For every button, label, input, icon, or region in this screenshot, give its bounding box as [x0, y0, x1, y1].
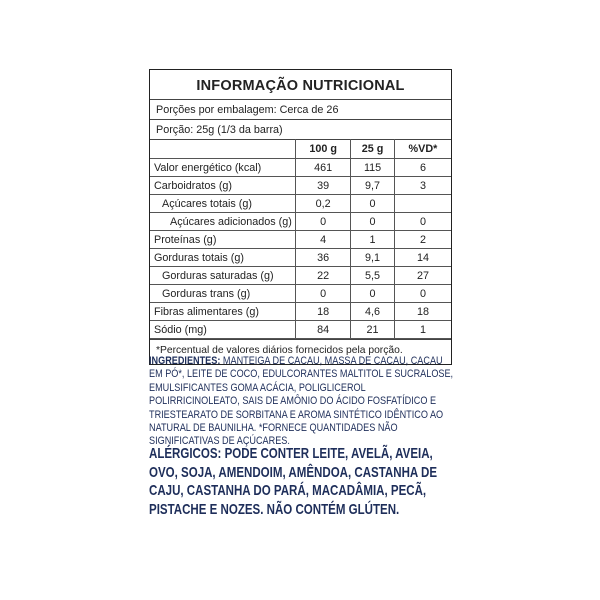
value-100g: 36 [296, 249, 351, 267]
value-dv [394, 195, 451, 213]
value-dv: 0 [394, 285, 451, 303]
value-25g: 21 [351, 321, 395, 339]
value-25g: 0 [351, 213, 395, 231]
table-row [150, 321, 451, 339]
value-100g: 0 [296, 285, 351, 303]
value-25g: 1 [351, 231, 395, 249]
value-25g: 9,7 [351, 177, 395, 195]
nutrient-name: Gorduras trans (g) [150, 285, 296, 303]
value-25g: 0 [351, 285, 395, 303]
ingredients-block [149, 355, 455, 449]
table-row [150, 213, 451, 231]
footnote: *Percentual de valores diários fornecidos pela porção. [150, 339, 451, 364]
nutrient-name: Gorduras saturadas (g) [150, 267, 296, 285]
nutrient-name: Valor energético (kcal) [150, 159, 296, 177]
nutrient-name: Açúcares totais (g) [150, 195, 296, 213]
nutrient-name: Gorduras totais (g) [150, 249, 296, 267]
value-100g: 0,2 [296, 195, 351, 213]
nutrient-name: Proteínas (g) [150, 231, 296, 249]
nutrient-name: Fibras alimentares (g) [150, 303, 296, 321]
value-25g: 0 [351, 195, 395, 213]
allergens-block: ALÉRGICOS: PODE CONTER LEITE, AVELÃ, AVEIA, OVO, SOJA, AMENDOIM, AMÊNDOA, CASTANHA DE CAJU, CASTANHA DO PARÁ, MACADÂMIA, PECÃ, PISTACHE E NOZES. NÃO CONTÉM GLÚTEN. [149, 446, 438, 518]
value-dv: 14 [394, 249, 451, 267]
value-dv: 6 [394, 159, 451, 177]
nutrition-table-body [150, 159, 451, 339]
column-header-dv: %VD* [394, 140, 451, 159]
label-title: INFORMAÇÃO NUTRICIONAL [150, 70, 451, 100]
table-row [150, 267, 451, 285]
nutrient-name: Carboidratos (g) [150, 177, 296, 195]
value-dv: 27 [394, 267, 451, 285]
table-row [150, 195, 451, 213]
value-100g: 39 [296, 177, 351, 195]
column-header-nutrient [150, 140, 296, 159]
table-row [150, 285, 451, 303]
nutrient-name: Açúcares adicionados (g) [150, 213, 296, 231]
table-row [150, 159, 451, 177]
value-100g: 0 [296, 213, 351, 231]
value-dv: 0 [394, 213, 451, 231]
value-dv: 18 [394, 303, 451, 321]
column-header-100g: 100 g [296, 140, 351, 159]
value-100g: 18 [296, 303, 351, 321]
serving-size: Porção: 25g (1/3 da barra) [156, 124, 283, 136]
table-row [150, 231, 451, 249]
value-100g: 4 [296, 231, 351, 249]
table-row [150, 177, 451, 195]
servings-per-package: Porções por embalagem: Cerca de 26 [150, 100, 451, 120]
table-header-row [150, 140, 451, 159]
value-dv: 2 [394, 231, 451, 249]
value-25g: 9,1 [351, 249, 395, 267]
value-25g: 4,6 [351, 303, 395, 321]
value-100g: 461 [296, 159, 351, 177]
table-row [150, 303, 451, 321]
value-25g: 5,5 [351, 267, 395, 285]
value-25g: 115 [351, 159, 395, 177]
ingredients-text: MANTEIGA DE CACAU, MASSA DE CACAU, CACAU EM PÓ*, LEITE DE COCO, EDULCORANTES MALTITOL E SUCRALOSE, EMULSIFICANTES GOMA ACÁCIA, POLIGLICEROL POLIRRICINOLEATO, SAIS DE AMÔNIO DO ÁCIDO FOSFATÍDICO E TRIESTEARATO DE SORBITANA E AROMA SINTÉTICO IDÊNTICO AO NATURAL DE BAUNILHA. *FORNECE QUANTIDADES NÃO SIGNIFICATIVAS DE AÇÚCARES. [149, 355, 454, 448]
nutrition-table [150, 139, 451, 339]
table-row [150, 249, 451, 267]
value-dv: 1 [394, 321, 451, 339]
nutrient-name: Sódio (mg) [150, 321, 296, 339]
nutrition-facts-label [149, 69, 452, 365]
ingredients-heading: INGREDIENTES: [149, 355, 221, 367]
value-100g: 22 [296, 267, 351, 285]
column-header-25g: 25 g [351, 140, 395, 159]
value-dv: 3 [394, 177, 451, 195]
value-100g: 84 [296, 321, 351, 339]
